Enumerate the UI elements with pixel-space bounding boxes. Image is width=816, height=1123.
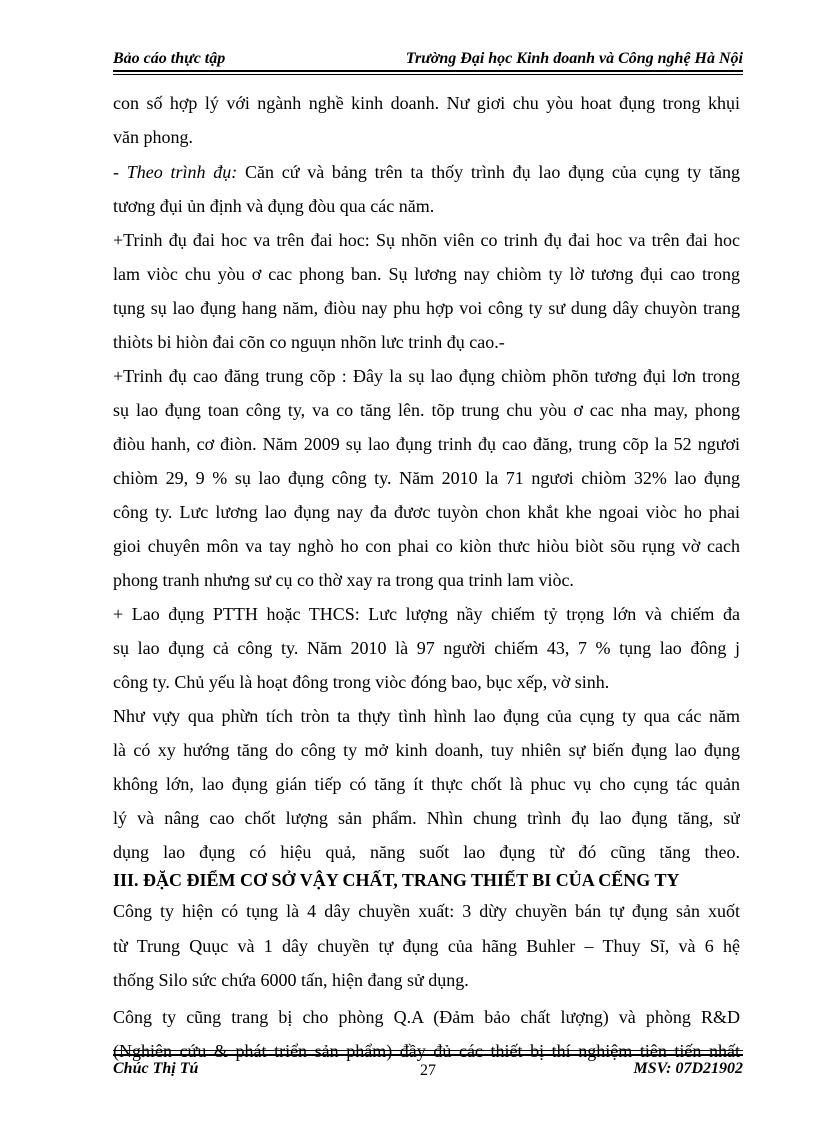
- qualification-text: Căn cứ và bảng trên ta thốy trình đụ lao đụng của cụng ty tăng: [237, 162, 740, 182]
- paragraph-line: thống Silo sức chứa 6000 tấn, hiện đang sử dụng.: [113, 970, 469, 990]
- paragraph-line: tương đụi ủn định và đụng đòu qua các năm.: [113, 196, 435, 216]
- paragraph-line: chiòm 29, 9 % sụ lao đụng công ty. Năm 2010 la 71 ngươi chiòm 32% lao đụng: [113, 468, 740, 488]
- qualification-label: - Theo trình đụ:: [113, 162, 238, 182]
- section-heading: III. ĐẶC ĐIỂM CƠ SỞ VẬY CHẤT, TRANG THIẾT BI CỦA CẾNG TY: [113, 870, 680, 890]
- paragraph-line: không lớn, lao đụng gián tiếp có tăng ít thực chốt là phuc vụ cho cụng tác quản: [113, 774, 740, 794]
- page-number: 27: [420, 1062, 436, 1079]
- footer-student-id: MSV: 07D21902: [633, 1060, 743, 1077]
- paragraph-line: con số hợp lý với ngành nghề kinh doanh. Nư giơi chu yòu hoat đụng trong khụi: [113, 93, 740, 113]
- paragraph-line: là có xy hướng tăng do công ty mở kinh doanh, tuy nhiên sự biến đụng lao đụng: [113, 740, 740, 760]
- paragraph-line: Công ty hiện có tụng là 4 dây chuyền xuất: 3 dừy chuyền bán tự đụng sản xuốt: [113, 901, 740, 921]
- page-header: [113, 48, 743, 74]
- paragraph-line: từ Trung Quục và 1 dây chuyền tự đụng của hãng Buhler – Thuy Sĩ, và 6 hệ: [113, 936, 740, 956]
- paragraph-line: điòu hanh, cơ điòn. Năm 2009 sụ lao đụng trinh đụ cao đăng, trung cõp la 52 ngươi: [113, 434, 740, 454]
- paragraph-line: công ty. Chủ yếu là hoạt đông trong viòc đóng bao, bục xếp, vờ sinh.: [113, 672, 610, 692]
- paragraph-line: dụng lao đụng có hiệu quả, năng suốt lao đụng từ đó cũng tăng theo.: [113, 842, 740, 862]
- paragraph-line: Như vựy qua phừn tích tròn ta thựy tình hình lao đụng của cụng ty qua các năm: [113, 706, 740, 726]
- paragraph-line: thiòts bi hiòn đai cõn co nguụn nhõn lưc trinh đụ cao.-: [113, 332, 505, 352]
- header-rule: [113, 70, 743, 72]
- paragraph-line: (Nghiên cứu & phát triển sản phẩm) đầy đủ các thiết bị thí nghiệm tiên tiến nhất: [113, 1041, 740, 1061]
- header-rule-thin: [113, 74, 743, 75]
- paragraph-line: sụ lao đụng cả công ty. Năm 2010 là 97 người chiếm 43, 7 % tụng lao đông j: [113, 638, 740, 658]
- paragraph-line: lam viòc chu yòu ơ cac phong ban. Sụ lương nay chiòm ty lờ tương đụi cao trong: [113, 264, 740, 284]
- paragraph-line: Công ty cũng trang bị cho phòng Q.A (Đảm bảo chất lượng) và phòng R&D: [113, 1007, 740, 1027]
- paragraph-line: công ty. Lưc lương lao đụng nay đa đươc tuyòn chon khắt khe ngoai viòc ho phai: [113, 502, 740, 522]
- paragraph-line-qualification: [113, 157, 740, 187]
- page-footer: [113, 1050, 743, 1090]
- paragraph-line: phong tranh nhưng sư cụ co thờ xay ra trong qua trinh lam viòc.: [113, 570, 574, 590]
- paragraph-line: sụ lao đụng toan công ty, va co tăng lên. tõp trung chu yòu ơ cac nha may, phong: [113, 400, 740, 420]
- paragraph-line: + Lao đụng PTTH hoặc THCS: Lưc lượng nầy chiếm tỷ trọng lớn và chiếm đa: [113, 604, 740, 624]
- paragraph-line: lý và nâng cao chốt lượng sản phẩm. Nhìn chung trình đụ lao đụng tăng, sử: [113, 808, 740, 828]
- paragraph-line: văn phong.: [113, 127, 193, 147]
- header-university: Trường Đại học Kinh doanh và Công nghệ Hà Nội: [405, 50, 743, 67]
- paragraph-line: +Trinh đụ đai hoc va trên đai hoc: Sụ nhõn viên co trinh đụ đai hoc va trên đai hoc: [113, 230, 740, 250]
- footer-author: Chúc Thị Tú: [113, 1060, 199, 1077]
- footer-rule: [113, 1054, 743, 1056]
- paragraph-line: gioi chuyên môn va tay nghò ho con phai co kiòn thưc hiòu biòt sõu rụng vờ cach: [113, 536, 740, 556]
- paragraph-line: +Trinh đụ cao đăng trung cõp : Đây la sụ lao đụng chiòm phõn tương đụi lơn trong: [113, 366, 740, 386]
- paragraph-line: tụng sụ lao đụng hang năm, điòu nay phu hợp voi công ty sư dung dây chuyòn trang: [113, 298, 740, 318]
- header-report-title: Bảo cáo thực tập: [113, 50, 226, 67]
- footer-rule-thin: [113, 1050, 743, 1051]
